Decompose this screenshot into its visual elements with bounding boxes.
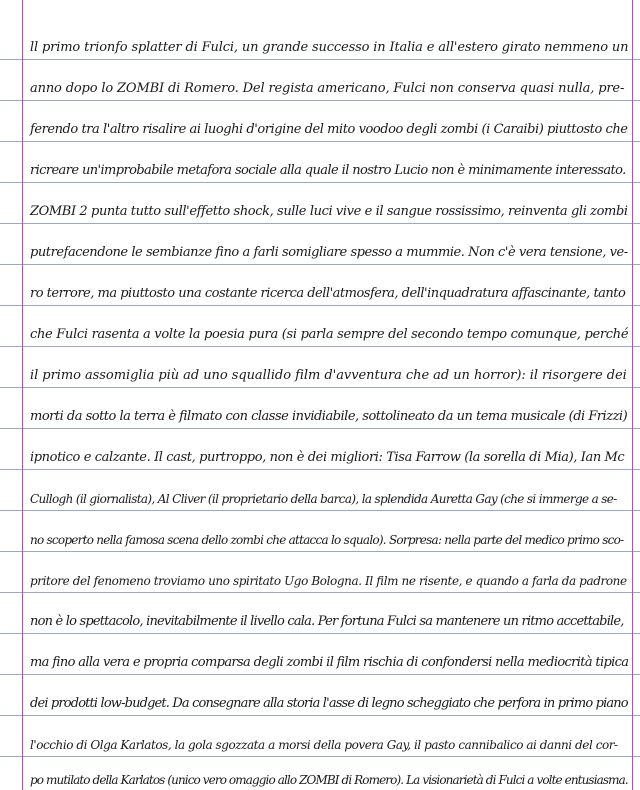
text-line-11: ipnotico e calzante. Il cast, purtroppo, non è dei migliori: Tisa Farrow (la sorella di Mia), Ian Mc (30, 450, 625, 465)
text-line-10: morti da sotto la terra è filmato con classe invidiabile, sottolineato da un tema musicale (di Frizzi) (30, 409, 628, 424)
ruled-line (0, 264, 640, 265)
text-line-1: ll primo trionfo splatter di Fulci, un grande successo in Italia e all'estero girato nemmeno un (30, 40, 629, 55)
ruled-line (0, 633, 640, 634)
ruled-line (0, 756, 640, 757)
text-line-18: l'occhio di Olga Karlatos, la gola sgozzata a morsi della povera Gay, il pasto cannibalico ai danni del cor- (30, 738, 618, 752)
text-line-13: no scoperto nella famosa scena dello zombi che attacca lo squalo). Sorpresa: nella parte del medico primo sco- (30, 533, 624, 547)
text-line-17: dei prodotti low-budget. Da consegnare alla storia l'asse di legno scheggiato che perfora in primo piano (30, 696, 628, 711)
text-line-5: ZOMBI 2 punta tutto sull'effetto shock, sulle luci vive e il sangue rossissimo, reinventa gli zombi (30, 204, 628, 219)
ruled-line (0, 592, 640, 593)
text-line-7: ro terrore, ma piuttosto una costante ricerca dell'atmosfera, dell'inquadratura affascinante, tanto (30, 286, 626, 301)
ruled-line (0, 510, 640, 511)
text-line-12: Cullogh (il giornalista), Al Cliver (il proprietario della barca), la splendida Auretta Gay (che si immerge a se- (30, 492, 617, 506)
ruled-line (0, 59, 640, 60)
ruled-line (0, 387, 640, 388)
ruled-line (0, 551, 640, 552)
ruled-line (0, 674, 640, 675)
ruled-line (0, 428, 640, 429)
ruled-line (0, 223, 640, 224)
right-margin-line (632, 0, 633, 790)
ruled-line (0, 100, 640, 101)
text-line-15: non è lo spettacolo, inevitabilmente il livello cala. Per fortuna Fulci sa mantenere un ritmo accettabile, (30, 614, 624, 629)
ruled-line (0, 715, 640, 716)
text-line-9: il primo assomiglia più ad uno squallido film d'avventura che ad un horror): il risorgere dei (30, 368, 627, 383)
ruled-line (0, 305, 640, 306)
text-line-4: ricreare un'improbabile metafora sociale alla quale il nostro Lucio non è minimamente interessato. (30, 163, 626, 178)
text-line-16: ma fino alla vera e propria comparsa degli zombi il film rischia di confondersi nella mediocrità tipica (30, 655, 629, 670)
text-line-3: ferendo tra l'altro risalire ai luoghi d'origine del mito voodoo degli zombi (i Caraibi) piuttosto che (30, 122, 628, 137)
left-margin-line (22, 0, 23, 790)
text-line-2: anno dopo lo ZOMBI di Romero. Del regista americano, Fulci non conserva quasi nulla, pre- (30, 81, 625, 96)
text-line-19: po mutilato della Karlatos (unico vero omaggio allo ZOMBI di Romero). La visionarietà di Fulci a volte entusiasma. (30, 773, 628, 787)
ruled-line (0, 469, 640, 470)
text-line-6: putrefacendone le sembianze fino a farli somigliare spesso a mummie. Non c'è vera tensione, ve- (30, 245, 628, 260)
text-line-8: che Fulci rasenta a volte la poesia pura (si parla sempre del secondo tempo comunque, perché (30, 327, 629, 342)
ruled-line (0, 141, 640, 142)
ruled-line (0, 346, 640, 347)
ruled-line (0, 182, 640, 183)
text-line-14: pritore del fenomeno troviamo uno spiritato Ugo Bologna. Il film ne risente, e quando a farla da padrone (30, 574, 627, 588)
